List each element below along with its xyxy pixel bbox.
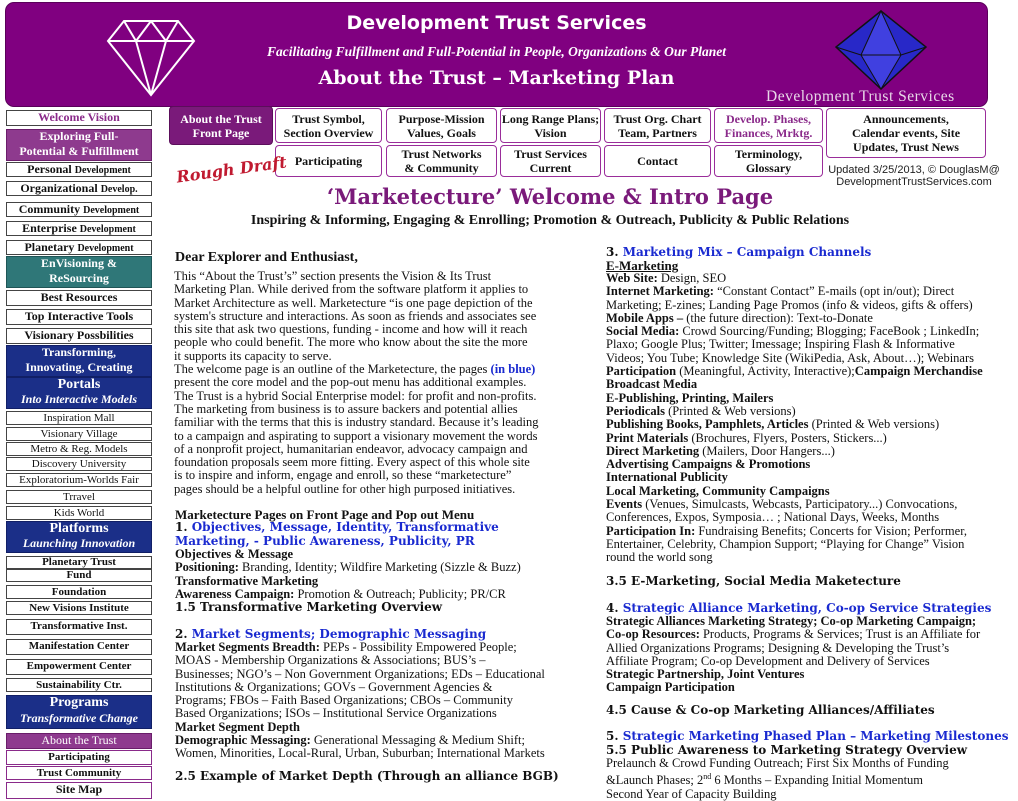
intro2-line: foundation proposals seem more fitting. Every aspect of this whole site <box>174 455 530 470</box>
s55-link[interactable]: 5.5 Public Awareness to Marketing Strategy Overview <box>606 743 968 757</box>
s3-line-bold: Advertising Campaigns & Promotions <box>606 457 811 472</box>
s3-line-bold: Web Site: <box>606 271 658 285</box>
s2-num: 2. <box>175 627 192 641</box>
s1-line-bold: Positioning: <box>175 560 239 575</box>
sidebar-enterprise-label: Enterprise <box>22 221 77 235</box>
intro-line: people who could benefit. The more who know about the site the more <box>174 335 528 350</box>
s3-line-text: (Meaningful, Activity, Interactive); <box>676 364 855 379</box>
s1-line-bold: Objectives & Message <box>175 547 294 561</box>
s4-line-text: Allied Organizations Programs; Designing & Developing the Trust’s <box>606 640 950 655</box>
intro2-line: familiar with the terms that this is industry standard. Because it’s leading <box>174 415 539 430</box>
s3-line <box>606 432 1016 445</box>
s3-line <box>606 392 1016 405</box>
s1-num: 1. <box>175 520 192 534</box>
s1-title-b[interactable]: Marketing, - Public Awareness, Publicity, PR <box>175 534 475 548</box>
sidebar-programs[interactable]: Programs <box>6 695 152 712</box>
s3-line <box>606 471 1016 484</box>
s3-line <box>606 272 1016 285</box>
s3-line-bold: Publishing Books, Pamphlets, Articles <box>606 417 809 432</box>
s2-line <box>175 694 595 707</box>
s3-line-bold: Participation In: <box>606 523 696 538</box>
rough-draft-stamp: Rough Draft <box>175 152 288 187</box>
s5-line-2b: 6 Months – Expanding Initial Momentum <box>711 773 924 788</box>
s2-line-text: Based Organizations; ISOs – Institutional Service Organizations <box>175 706 497 721</box>
sidebar-transformative-inst[interactable]: Transformative Inst. <box>6 619 152 635</box>
s3-line-bold: Internet Marketing: <box>606 284 714 299</box>
sidebar-site-map[interactable]: Site Map <box>6 782 152 799</box>
s3-line <box>606 378 1016 391</box>
s2-line <box>175 668 595 681</box>
sidebar-transforming-2[interactable]: Innovating, Creating <box>6 361 152 377</box>
sidebar-sustainability[interactable]: Sustainability Ctr. <box>6 678 152 692</box>
sidebar-platforms-sub[interactable]: Launching Innovation <box>6 537 152 553</box>
s4-line <box>606 681 1016 694</box>
nav-trust-networks[interactable]: Trust Networks & Community <box>386 145 497 177</box>
s3-line <box>606 325 1016 338</box>
s1-line-bold: Transformative Marketing <box>175 573 319 588</box>
s3-line <box>606 312 1016 325</box>
s45-link[interactable]: 4.5 Cause & Co-op Marketing Alliances/Affiliates <box>606 703 935 717</box>
s2-line <box>175 721 595 734</box>
s4-line <box>606 655 1016 668</box>
s4-line-text: Products, Programs & Services; Trust is an Affiliate for <box>699 627 981 642</box>
s1-title-a[interactable]: Objectives, Message, Identity, Transformative <box>191 520 499 534</box>
s1-line <box>175 575 595 588</box>
intro2-line: The marketing from business is to assure backers and potential allies <box>174 401 518 416</box>
s3-line <box>606 445 1016 458</box>
intro2-line: pages should be a helpful outline for other high purposed initiatives. <box>174 481 516 496</box>
nav-announcements[interactable]: Announcements, Calendar events, Site Updates, Trust News <box>826 108 986 158</box>
s2-line-text: Generational Messaging & Medium Shift; <box>310 733 525 748</box>
sidebar-planetary[interactable] <box>6 240 152 255</box>
sidebar-new-visions[interactable]: New Visions Institute <box>6 601 152 615</box>
s3-line-bold: Broadcast Media <box>606 377 698 392</box>
s2-line-text: Programs; FBOs – Faith Based Organizations; CBOs – Community <box>175 693 513 708</box>
s3-line <box>606 538 1016 551</box>
sidebar-visionary-village[interactable]: Visionary Village <box>6 427 152 441</box>
s3-line-bold: Local Marketing, Community Campaigns <box>606 483 830 498</box>
s5-line-3: Second Year of Capacity Building <box>606 786 777 801</box>
s4-line-bold: Co-op Resources: <box>606 627 700 642</box>
section-1 <box>175 520 595 601</box>
s3-line <box>606 365 1016 378</box>
sidebar-visionary-possibilities[interactable]: Visionary Possbilities <box>6 328 152 344</box>
sidebar-kids-world[interactable]: Kids World <box>6 506 152 520</box>
s3-line-text: (Venues, Simulcasts, Webcasts, Participatory...) Convocations, <box>642 497 958 512</box>
s15-link[interactable]: 1.5 Transformative Marketing Overview <box>175 600 443 614</box>
page-subtitle: About the Trust – Marketing Plan <box>318 67 675 89</box>
sidebar-exploratorium[interactable]: Exploratorium-Worlds Fair <box>6 473 152 487</box>
sidebar-organizational[interactable] <box>6 181 152 196</box>
s2-line-text: Businesses; NGO’s – Non Government Organizations; EDs – Educational <box>175 666 545 681</box>
sidebar-programs-sub[interactable]: Transformative Change <box>6 712 152 729</box>
s2-line <box>175 641 595 654</box>
s3-line-text: (Printed & Web versions) <box>808 417 940 432</box>
nav-trust-symbol[interactable]: Trust Symbol, Section Overview <box>275 108 382 143</box>
s5-title[interactable]: Strategic Marketing Phased Plan – Marketing Milestones <box>622 729 1009 743</box>
nav-long-range[interactable]: Long Range Plans; Vision <box>500 108 601 143</box>
sidebar-enterprise[interactable] <box>6 221 152 236</box>
nav-contact[interactable]: Contact <box>604 145 711 177</box>
s5-line-2 <box>606 770 1016 787</box>
sidebar-participating[interactable]: Participating <box>6 750 152 765</box>
sidebar-metro-models[interactable]: Metro & Reg. Models <box>6 442 152 456</box>
s3-line-bold: Social Media: <box>606 324 680 339</box>
nav-purpose-mission[interactable]: Purpose-Mission Values, Goals <box>386 108 497 143</box>
s3-line <box>606 418 1016 431</box>
octahedron-icon <box>831 9 931 91</box>
s3-line <box>606 405 1016 418</box>
s3-num: 3. <box>606 245 623 259</box>
sidebar-travel[interactable]: Trravel <box>6 490 152 504</box>
s2-line-bold: Market Segments Breadth: <box>175 640 320 654</box>
s2-line-bold: Market Segment Depth <box>175 719 300 734</box>
section-5 <box>606 729 1016 801</box>
s3-line-bold: International Publicity <box>606 470 728 485</box>
s3-line <box>606 458 1016 471</box>
s3-line <box>606 551 1016 564</box>
s3-line <box>606 525 1016 538</box>
s2-line <box>175 747 595 760</box>
s3-line-text: Videos; You Tube; Knowledge Site (WikiPedia, Ask, About…); Webinars <box>606 350 974 365</box>
s2-line-bold: Demographic Messaging: <box>175 733 311 748</box>
sidebar-envisioning-2[interactable]: ReSourcing <box>6 272 152 288</box>
s3-line <box>606 285 1016 298</box>
s3-line-text: Design, SEO <box>657 271 727 285</box>
intro-line: Market Architecture as well. Marketecture “is one page depiction of the <box>174 295 533 310</box>
nav-terminology[interactable]: Terminology, Glossary <box>714 145 823 177</box>
s4-line <box>606 615 1016 628</box>
s4-line-bold: Strategic Partnership, Joint Ventures <box>606 667 805 682</box>
sidebar-empowerment-center[interactable]: Empowerment Center <box>6 659 152 675</box>
sidebar-exploring-2[interactable]: Potential & Fulfillment <box>6 145 152 161</box>
sidebar-foundation[interactable]: Foundation <box>6 585 152 599</box>
sidebar-planetary-trust[interactable]: Planetary Trust <box>6 556 152 569</box>
s3-line-text: round the world song <box>606 550 713 565</box>
intro-line: This “About the Trust’s” section presents the Vision & Its Trust <box>174 269 492 283</box>
intro-paragraph <box>174 270 594 496</box>
s5-line-2-sup: nd <box>703 772 712 782</box>
sidebar-transforming-1[interactable]: Transforming, <box>6 345 152 361</box>
site-title: Development Trust Services <box>346 12 647 34</box>
s3-line <box>606 352 1016 365</box>
nav-develop-phases[interactable]: Develop. Phases, Finances, Mrktg. <box>714 108 823 143</box>
s4-line <box>606 668 1016 681</box>
s35-link[interactable]: 3.5 E-Marketing, Social Media Maketecture <box>606 574 901 588</box>
intro-line: system's structure and interactions. As soon as friends and associates see <box>174 308 537 323</box>
nav-about-front-page[interactable]: About the Trust Front Page <box>169 106 273 145</box>
s3-line-text: Crowd Sourcing/Funding; Blogging; FaceBook ; LinkedIn; <box>679 324 980 339</box>
main-title: ‘Marketecture’ Welcome & Intro Page <box>326 184 774 209</box>
main-subtitle: Inspiring & Informing, Engaging & Enrolling; Promotion & Outreach, Publicity & Public Relations <box>250 213 850 228</box>
s4-line-text: Affiliate Program; Co-op Development and Delivery of Services <box>606 653 930 668</box>
sidebar-discovery-university[interactable]: Discovery University <box>6 457 152 471</box>
s4-title[interactable]: Strategic Alliance Marketing, Co-op Service Strategies <box>622 601 992 615</box>
s4-line-bold: Strategic Alliances Marketing Strategy; Co-op Marketing Campaign; <box>606 614 977 628</box>
sidebar-org-small: Develop. <box>100 184 138 195</box>
intro-line: this site that ask two questions, funding - income and how will it reach <box>174 322 528 337</box>
s3-line-text: Plaxo; Google Plus; Twitter; Imessage; Inspiring Flash & Informative <box>606 337 955 352</box>
intro-blue-line <box>174 363 594 376</box>
sidebar-envisioning-1[interactable]: EnVisioning & <box>6 256 152 272</box>
greeting: Dear Explorer and Enthusiast, <box>175 250 358 265</box>
s1-line-text: Promotion & Outreach; Publicity; PR/CR <box>294 586 506 601</box>
intro-blue-text: (in blue) <box>490 362 536 377</box>
s3-line-text: (Mailers, Door Hangers...) <box>699 443 835 458</box>
s3-line-text: Conferences, Expos, Symposia… ; National Days, Weeks, Months <box>606 510 940 525</box>
s3-line-bold: Events <box>606 497 643 512</box>
s2-line-text: PEPs - Possibility Empowered People; <box>319 640 517 654</box>
sidebar-personal[interactable] <box>6 162 152 177</box>
s3-line-text: Entertainer, Celebrity, Champion Support; “Playing for Change” Vision <box>606 536 965 551</box>
sidebar-org-label: Organizational <box>20 181 98 195</box>
s3-line-text: Fundraising Benefits; Concerts for Vision; Performer, <box>695 523 967 538</box>
sidebar-fund[interactable]: Fund <box>6 569 152 582</box>
sidebar-about-trust[interactable]: About the Trust <box>6 733 152 749</box>
s2-line <box>175 681 595 694</box>
s3-line <box>606 498 1016 511</box>
intro-line: Marketing Plan. While derived from the software platform it applies to <box>174 282 529 297</box>
nav-participating[interactable]: Participating <box>275 145 382 177</box>
s3-line-bold: Participation <box>606 364 677 379</box>
intro2-line: of a nonprofit project, humanitarian endeavor, advocacy campaign and <box>174 441 528 456</box>
s1-line-bold: Awareness Campaign: <box>175 586 295 601</box>
s2-title[interactable]: Market Segments; Demographic Messaging <box>191 627 487 641</box>
s3-line-bold: Print Materials <box>606 430 689 445</box>
s4-line <box>606 642 1016 655</box>
s3-line-text: (Brochures, Flyers, Posters, Stickers...) <box>688 430 887 445</box>
sidebar-top-tools[interactable]: Top Interactive Tools <box>6 309 152 325</box>
sidebar-portals[interactable]: Portals <box>6 377 152 393</box>
section-3 <box>606 245 1016 565</box>
sidebar-personal-label: Personal <box>27 162 72 176</box>
s5-line-1: Prelaunch & Crowd Funding Outreach; First Six Months of Funding <box>606 756 949 770</box>
s3-line-text: Marketing; E-zines; Landing Page Promos (info & videos, gifts & offers) <box>606 297 973 312</box>
s3-line-bold: E-Publishing, Printing, Mailers <box>606 390 774 405</box>
s5-num: 5. <box>606 729 623 743</box>
section-2 <box>175 627 595 761</box>
sidebar-platforms[interactable]: Platforms <box>6 521 152 537</box>
s3-line <box>606 511 1016 524</box>
sidebar-personal-small: Development <box>74 165 131 176</box>
sidebar-planetary-small: Development <box>77 243 134 254</box>
intro-blue-pre: The welcome page is an outline of the Marketecture, the pages <box>174 362 491 377</box>
s5-line-2a: &Launch Phases; 2 <box>606 773 704 788</box>
sidebar-community-label: Community <box>18 202 81 216</box>
s3-line-bold: Mobile Apps – <box>606 310 684 325</box>
section-4 <box>606 601 1016 695</box>
s3-line-text: (Printed & Web versions) <box>665 403 796 418</box>
sidebar-welcome-vision[interactable]: Welcome Vision <box>6 110 152 126</box>
sidebar-enterprise-small: Development <box>79 224 136 235</box>
updated-line2: DevelopmentTrustServices.com <box>836 176 992 188</box>
s1-line <box>175 561 595 574</box>
sidebar-community-small: Development <box>83 205 140 216</box>
sidebar-trust-community[interactable]: Trust Community <box>6 766 152 780</box>
s4-line <box>606 628 1016 641</box>
s2-line <box>175 654 595 667</box>
nav-trust-services[interactable]: Trust Services Current <box>500 145 601 177</box>
s4-num: 4. <box>606 601 623 615</box>
s3-title[interactable]: Marketing Mix – Campaign Channels <box>622 245 872 259</box>
sidebar-portals-sub[interactable]: Into Interactive Models <box>6 393 152 409</box>
s3-line-bold: Direct Marketing <box>606 443 700 458</box>
intro2-line: The Trust is a hybrid Social Enterprise model: for profit and non-profits. <box>174 388 537 403</box>
site-tagline: Facilitating Fulfillment and Full-Potential in People, Organizations & Our Planet <box>266 44 727 59</box>
sidebar-planetary-label: Planetary <box>24 240 75 254</box>
s3-line <box>606 299 1016 312</box>
intro2-line: is to inspire and inform, engage and enroll, so these “marketecture” <box>174 468 512 483</box>
s2-line <box>175 734 595 747</box>
sidebar-inspiration-mall[interactable]: Inspiration Mall <box>6 411 152 425</box>
header-banner <box>5 2 988 107</box>
s3-line <box>606 485 1016 498</box>
intro2-line: present the core model and the pop-out menu has additional examples. <box>174 375 527 390</box>
pages-heading: Marketecture Pages on Front Page and Pop out Menu <box>175 507 475 522</box>
sidebar-manifestation-center[interactable]: Manifestation Center <box>6 639 152 655</box>
s1-line <box>175 548 595 561</box>
intro2-line: to a campaign and aspirating to support a visionary movement the words <box>174 428 538 443</box>
s2-line-text: Women, Minorities, Local-Rural, Urban, Suburban; International Markets <box>175 746 545 761</box>
s3-line <box>606 338 1016 351</box>
s4-line-bold: Campaign Participation <box>606 680 735 695</box>
s2-line-text: Institutions & Organizations; GOVs – Government Agencies & <box>175 679 493 694</box>
s3-line-bold2: Campaign Merchandise <box>854 364 983 379</box>
nav-org-chart[interactable]: Trust Org. Chart Team, Partners <box>604 108 711 143</box>
s2-line-text: MOAS - Membership Organizations & Associations; BUS’s – <box>175 653 486 668</box>
s3-line-text: “Constant Contact” E-mails (opt in/out); Direct <box>713 284 955 299</box>
logo-text: Development Trust Services <box>766 88 955 105</box>
sidebar-exploring-1[interactable]: Exploring Full- <box>6 129 152 145</box>
s3-line-bold: Periodicals <box>606 403 666 418</box>
sidebar-best-resources[interactable]: Best Resources <box>6 290 152 306</box>
s1-line-text: Branding, Identity; Wildfire Marketing (Sizzle & Buzz) <box>238 560 521 575</box>
s3-line-text: (the future direction): Text-to-Donate <box>683 310 873 325</box>
s3-subtitle: E-Marketing <box>606 258 679 273</box>
intro-line: it supports its capacity to serve. <box>174 348 332 363</box>
s25-link[interactable]: 2.5 Example of Market Depth (Through an alliance BGB) <box>175 769 559 783</box>
sidebar-community[interactable] <box>6 202 152 217</box>
updated-line1: Updated 3/25/2013, © DouglasM@ <box>828 164 1000 176</box>
s2-line <box>175 707 595 720</box>
